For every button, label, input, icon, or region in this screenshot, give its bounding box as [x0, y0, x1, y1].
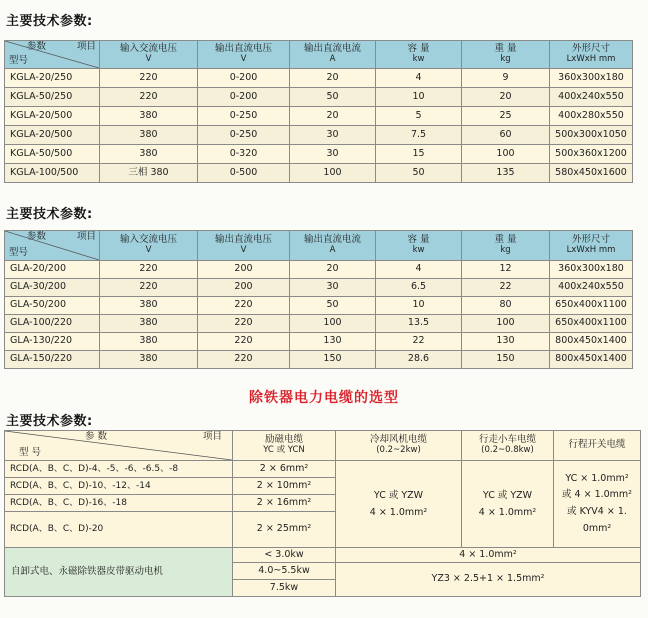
column-header: 输出直流电流 A: [290, 231, 376, 261]
table-row: [5, 333, 633, 351]
column-header: 重 量 kg: [462, 41, 550, 69]
table-cell: 0-200: [198, 69, 290, 88]
table-cell: 7.5: [376, 126, 462, 145]
table-row: [5, 145, 633, 164]
corner-param-label: 参 数: [85, 431, 108, 442]
corner-param-label: 参数: [27, 231, 47, 242]
table-cell: 220: [100, 88, 198, 107]
section1-heading: 主要技术参数:: [6, 14, 93, 29]
table-row: [5, 107, 633, 126]
table-cell: 30: [290, 145, 376, 164]
motor-power-cell: 7.5kw: [233, 580, 336, 597]
table-cell: 0-250: [198, 107, 290, 126]
table-row-model: RCD(A、B、C、D)-20: [5, 512, 233, 548]
table-cell: 0-200: [198, 88, 290, 107]
table-cell: 0-320: [198, 145, 290, 164]
table-cell: 12: [462, 261, 550, 279]
column-header: 外形尺寸 LxWxH mm: [550, 231, 633, 261]
table-cell: 0-500: [198, 164, 290, 183]
table-cell: 6.5: [376, 279, 462, 297]
table-cell: 100: [290, 315, 376, 333]
table-row-model: RCD(A、B、C、D)-4、-5、-6、-6.5、-8: [5, 461, 233, 478]
kgla-spec-table: [4, 40, 633, 183]
table-cell: 30: [290, 279, 376, 297]
table-cell: 30: [290, 126, 376, 145]
table-cell-model: KGLA-50/250: [5, 88, 100, 107]
excite-cable-cell: 2 × 6mm²: [233, 461, 336, 478]
table-cell: 380: [100, 126, 198, 145]
table-cell: 360x300x180: [550, 69, 633, 88]
table-cell: 100: [290, 164, 376, 183]
column-header-cooling-fan-cable: 冷却风机电缆 (0.2~2kw): [336, 431, 462, 461]
corner-item-label: 项目: [202, 431, 222, 442]
trolley-cable-cell: YC 或 YZW 4 × 1.0mm²: [462, 461, 554, 548]
motor-power-cell: < 3.0kw: [233, 548, 336, 563]
section2-heading: 主要技术参数:: [6, 207, 93, 222]
limit-switch-cable-cell: YC × 1.0mm² 或 4 × 1.0mm² 或 KYV4 × 1. 0mm²: [554, 461, 641, 548]
table-cell: 60: [462, 126, 550, 145]
table-cell: 50: [376, 164, 462, 183]
table-corner-header: [5, 41, 100, 69]
table-cell: 10: [376, 88, 462, 107]
table-cell: 三相 380: [100, 164, 198, 183]
table-cell: 380: [100, 107, 198, 126]
table-cell: 220: [198, 351, 290, 369]
table-cell: 650x400x1100: [550, 297, 633, 315]
table-row: [5, 69, 633, 88]
table-cell: 200: [198, 279, 290, 297]
column-header: 重 量 kg: [462, 231, 550, 261]
table-row: [5, 297, 633, 315]
table-cell: 50: [290, 297, 376, 315]
table-cell: 150: [462, 351, 550, 369]
corner-model-label: 型 号: [19, 447, 42, 459]
table-cell: 650x400x1100: [550, 315, 633, 333]
table-cell: 400x240x550: [550, 88, 633, 107]
table-cell: 22: [376, 333, 462, 351]
motor-cable-small-cell: 4 × 1.0mm²: [336, 548, 641, 563]
table-cell: 220: [198, 297, 290, 315]
table-cell-model: KGLA-50/500: [5, 145, 100, 164]
corner-item-label: 项目: [76, 41, 96, 52]
table-cell: 13.5: [376, 315, 462, 333]
table-cell: 135: [462, 164, 550, 183]
table-cell-model: GLA-30/200: [5, 279, 100, 297]
table-cell: 28.6: [376, 351, 462, 369]
column-header-excite-cable: 励磁电缆 YC 或 YCN: [233, 431, 336, 461]
corner-item-label: 项目: [76, 231, 96, 242]
table-row-model: RCD(A、B、C、D)-16、-18: [5, 495, 233, 512]
table-cell: 130: [462, 333, 550, 351]
table-cell: 400x240x550: [550, 279, 633, 297]
table-cell: 20: [462, 88, 550, 107]
excite-cable-cell: 2 × 25mm²: [233, 512, 336, 548]
table-cell-model: GLA-20/200: [5, 261, 100, 279]
table-cell: 50: [290, 88, 376, 107]
table-cell: 20: [290, 107, 376, 126]
column-header-trolley-cable: 行走小车电缆 (0.2~0.8kw): [462, 431, 554, 461]
table-cell: 220: [100, 261, 198, 279]
table-cell: 10: [376, 297, 462, 315]
table-cell: 22: [462, 279, 550, 297]
table-cell: 0-250: [198, 126, 290, 145]
table-corner-header: [5, 431, 233, 461]
table-row: [5, 351, 633, 369]
table-row: [5, 164, 633, 183]
excite-cable-cell: 2 × 10mm²: [233, 478, 336, 495]
table-cell: 15: [376, 145, 462, 164]
table-corner-header: [5, 231, 100, 261]
table-cell: 200: [198, 261, 290, 279]
table-cell: 4: [376, 261, 462, 279]
table-cell: 380: [100, 145, 198, 164]
table-cell: 380: [100, 333, 198, 351]
table-cell: 5: [376, 107, 462, 126]
column-header: 输入交流电压 V: [100, 231, 198, 261]
table-cell: 220: [198, 333, 290, 351]
table-cell: 220: [100, 69, 198, 88]
table-cell: 800x450x1400: [550, 351, 633, 369]
table-cell: 9: [462, 69, 550, 88]
table-cell: 4: [376, 69, 462, 88]
table-cell: 500x300x1050: [550, 126, 633, 145]
corner-param-label: 参数: [27, 41, 47, 52]
table-cell: 25: [462, 107, 550, 126]
column-header-limit-switch-cable: 行程开关电缆: [554, 431, 641, 461]
corner-model-label: 型号: [9, 55, 29, 67]
column-header: 输出直流电压 V: [198, 231, 290, 261]
gla-spec-table: [4, 230, 633, 369]
table-cell-model: GLA-130/220: [5, 333, 100, 351]
table-cell: 80: [462, 297, 550, 315]
table-cell: 20: [290, 261, 376, 279]
table-cell: 380: [100, 297, 198, 315]
cable-selection-table: [4, 430, 641, 597]
table-row: [5, 88, 633, 107]
column-header: 外形尺寸 LxWxH mm: [550, 41, 633, 69]
table-cell-model: GLA-50/200: [5, 297, 100, 315]
column-header: 输入交流电压 V: [100, 41, 198, 69]
table-row: [5, 315, 633, 333]
cable-selection-title: 除铁器电力电缆的选型: [249, 390, 399, 406]
corner-model-label: 型号: [9, 247, 29, 259]
table-cell: 360x300x180: [550, 261, 633, 279]
table-cell: 130: [290, 333, 376, 351]
table-cell: 380: [100, 315, 198, 333]
table-cell: 100: [462, 145, 550, 164]
table-cell: 500x360x1200: [550, 145, 633, 164]
motor-cable-large-cell: YZ3 × 2.5+1 × 1.5mm²: [336, 563, 641, 597]
table-row-model: RCD(A、B、C、D)-10、-12、-14: [5, 478, 233, 495]
table-row: [5, 261, 633, 279]
table-cell: 580x450x1600: [550, 164, 633, 183]
table-cell-model: KGLA-100/500: [5, 164, 100, 183]
table-cell-model: GLA-100/220: [5, 315, 100, 333]
table-cell: 380: [100, 351, 198, 369]
table-cell: 220: [100, 279, 198, 297]
table-cell-model: KGLA-20/500: [5, 126, 100, 145]
table-cell: 150: [290, 351, 376, 369]
column-header: 输出直流电流 A: [290, 41, 376, 69]
column-header: 输出直流电压 V: [198, 41, 290, 69]
table-cell: 20: [290, 69, 376, 88]
excite-cable-cell: 2 × 16mm²: [233, 495, 336, 512]
table-row: [5, 279, 633, 297]
column-header: 容 量 kw: [376, 41, 462, 69]
cooling-fan-cable-cell: YC 或 YZW 4 × 1.0mm²: [336, 461, 462, 548]
section3-heading: 主要技术参数:: [6, 414, 93, 429]
table-cell-model: GLA-150/220: [5, 351, 100, 369]
self-unloading-motor-label: 自卸式电、永磁除铁器皮带驱动电机: [5, 548, 233, 597]
table-cell: 800x450x1400: [550, 333, 633, 351]
table-row: [5, 126, 633, 145]
motor-power-cell: 4.0~5.5kw: [233, 563, 336, 580]
column-header: 容 量 kw: [376, 231, 462, 261]
table-cell-model: KGLA-20/500: [5, 107, 100, 126]
table-cell: 220: [198, 315, 290, 333]
table-cell: 100: [462, 315, 550, 333]
table-cell-model: KGLA-20/250: [5, 69, 100, 88]
table-cell: 400x280x550: [550, 107, 633, 126]
